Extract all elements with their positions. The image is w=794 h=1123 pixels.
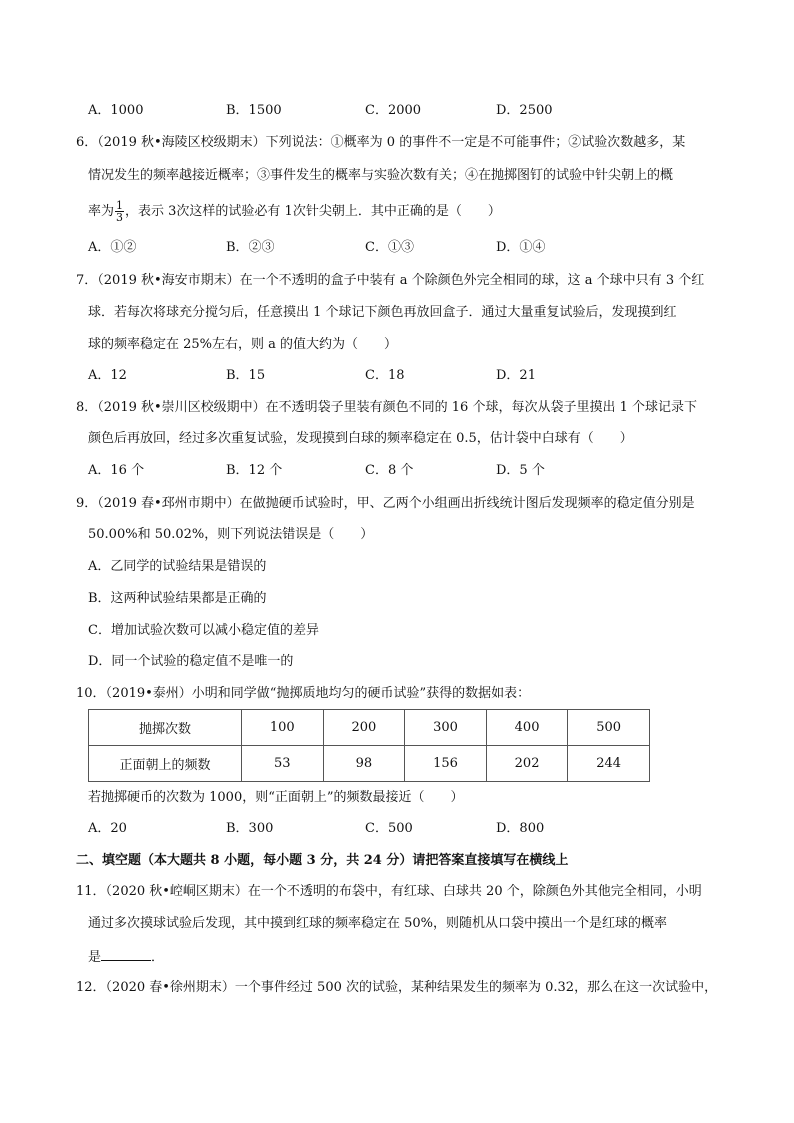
q6-options: [88, 238, 688, 258]
fraction-denominator: 3: [116, 211, 124, 224]
q5-options: [88, 101, 688, 121]
q11-line2: 通过多次摸球试验后发现，其中摸到红球的频率稳定在 50%，则随机从口袋中摸出一个是红球的概率: [88, 916, 668, 931]
q10-option-b: B．300: [226, 821, 274, 836]
q6-option-b: B．②③: [226, 240, 275, 255]
q11-line3-pre: 是: [88, 950, 102, 965]
q8-option-d: D．5 个: [496, 463, 545, 478]
q7-line2: 球．若每次将球充分搅匀后，任意摸出 1 个球记下颜色再放回盒子．通过大量重复试验后，发现摸到红: [88, 305, 677, 320]
table-cell: 正面朝上的频数: [89, 746, 242, 782]
table-cell: 100: [242, 710, 324, 746]
q10-option-c: C．500: [365, 821, 413, 836]
q6-line2: 情况发生的频率越接近概率；③事件发生的概率与实验次数有关；④在抛掷图钉的试验中针尖朝上的概: [88, 168, 674, 183]
table-row: [89, 746, 650, 782]
q6-line3: [88, 200, 501, 224]
q8-option-c: C．8 个: [365, 463, 414, 478]
table-cell: 156: [405, 746, 487, 782]
answer-blank: [101, 946, 151, 961]
q7-options: [88, 366, 688, 386]
table-cell: 400: [486, 710, 568, 746]
q5-option-c: C．2000: [365, 103, 422, 118]
q10-line2: 若抛掷硬币的次数为 1000，则“正面朝上”的频数最接近（ ）: [88, 790, 464, 805]
section-heading: 二、填空题（本大题共 8 小题，每小题 3 分，共 24 分）请把答案直接填写在横线上: [76, 853, 569, 868]
q7-line3: 球的频率稳定在 25%左右，则 a 的值大约为（ ）: [88, 337, 398, 352]
fraction-numerator: 1: [116, 199, 124, 212]
q8-options: [88, 461, 688, 481]
q8-option-b: B．12 个: [226, 463, 283, 478]
q9-line1: 9．（2019 春•邳州市期中）在做抛硬币试验时，甲、乙两个小组画出折线统计图后发现频率的稳定值分别是: [76, 496, 695, 511]
table-cell: 500: [568, 710, 650, 746]
q9-option-d: D．同一个试验的稳定值不是唯一的: [88, 654, 294, 669]
q6-line3-pre: 率为: [88, 204, 115, 219]
q7-option-c: C．18: [365, 368, 405, 383]
q7-line1: 7．（2019 秋•海安市期末）在一个不透明的盒子中装有 a 个除颜色外完全相同的球，这 a 个球中只有 3 个红: [76, 273, 705, 288]
table-cell: 53: [242, 746, 324, 782]
q11-line3-post: ．: [151, 950, 165, 965]
q6-line1: 6．（2019 秋•海陵区校级期末）下列说法：①概率为 0 的事件不一定是不可能事件；②试验次数越多，某: [76, 135, 686, 150]
table-row: [89, 710, 650, 746]
table-cell: 200: [323, 710, 405, 746]
q7-option-a: A．12: [88, 368, 127, 383]
q8-option-a: A．16 个: [88, 463, 145, 478]
q6-option-c: C．①③: [365, 240, 414, 255]
table-cell: 202: [486, 746, 568, 782]
q6-option-d: D．①④: [496, 240, 546, 255]
q6-option-a: A．①②: [88, 240, 137, 255]
q5-option-b: B．1500: [226, 103, 282, 118]
q8-line1: 8．（2019 秋•崇川区校级期中）在不透明袋子里装有颜色不同的 16 个球，每次从袋子里摸出 1 个球记录下: [76, 400, 697, 415]
q9-line2: 50.00%和 50.02%，则下列说法错误是（ ）: [88, 527, 374, 542]
q9-option-c: C．增加试验次数可以减小稳定值的差异: [88, 623, 319, 638]
q9-option-b: B．这两种试验结果都是正确的: [88, 591, 267, 606]
q12-line1: 12．（2020 春•徐州期末）一个事件经过 500 次的试验，某种结果发生的频率为 0.32，那么在这一次试验中，: [76, 980, 718, 995]
q7-option-d: D．21: [496, 368, 536, 383]
q7-option-b: B．15: [226, 368, 266, 383]
q5-option-a: A．1000: [88, 103, 144, 118]
fraction-one-third: [115, 200, 124, 223]
q5-option-d: D．2500: [496, 103, 553, 118]
q9-option-a: A．乙同学的试验结果是错误的: [88, 559, 267, 574]
q11-line1: 11．（2020 秋•崆峒区期末）在一个不透明的布袋中，有红球、白球共 20 个，除颜色外其他完全相同，小明: [76, 884, 702, 899]
table-cell: 300: [405, 710, 487, 746]
q11-line3: [88, 946, 164, 968]
q10-option-d: D．800: [496, 821, 545, 836]
table-cell: 抛掷次数: [89, 710, 242, 746]
q10-option-a: A．20: [88, 821, 127, 836]
q10-options: [88, 819, 688, 839]
frequency-table: [88, 709, 650, 782]
table-cell: 98: [323, 746, 405, 782]
q6-line3-post: ，表示 3次这样的试验必有 1次针尖朝上．其中正确的是（ ）: [125, 204, 501, 219]
q10-line1: 10．（2019•泰州）小明和同学做“抛掷质地均匀的硬币试验”获得的数据如表：: [76, 686, 531, 701]
q8-line2: 颜色后再放回，经过多次重复试验，发现摸到白球的频率稳定在 0.5，估计袋中白球有（ ）: [88, 431, 633, 446]
table-cell: 244: [568, 746, 650, 782]
